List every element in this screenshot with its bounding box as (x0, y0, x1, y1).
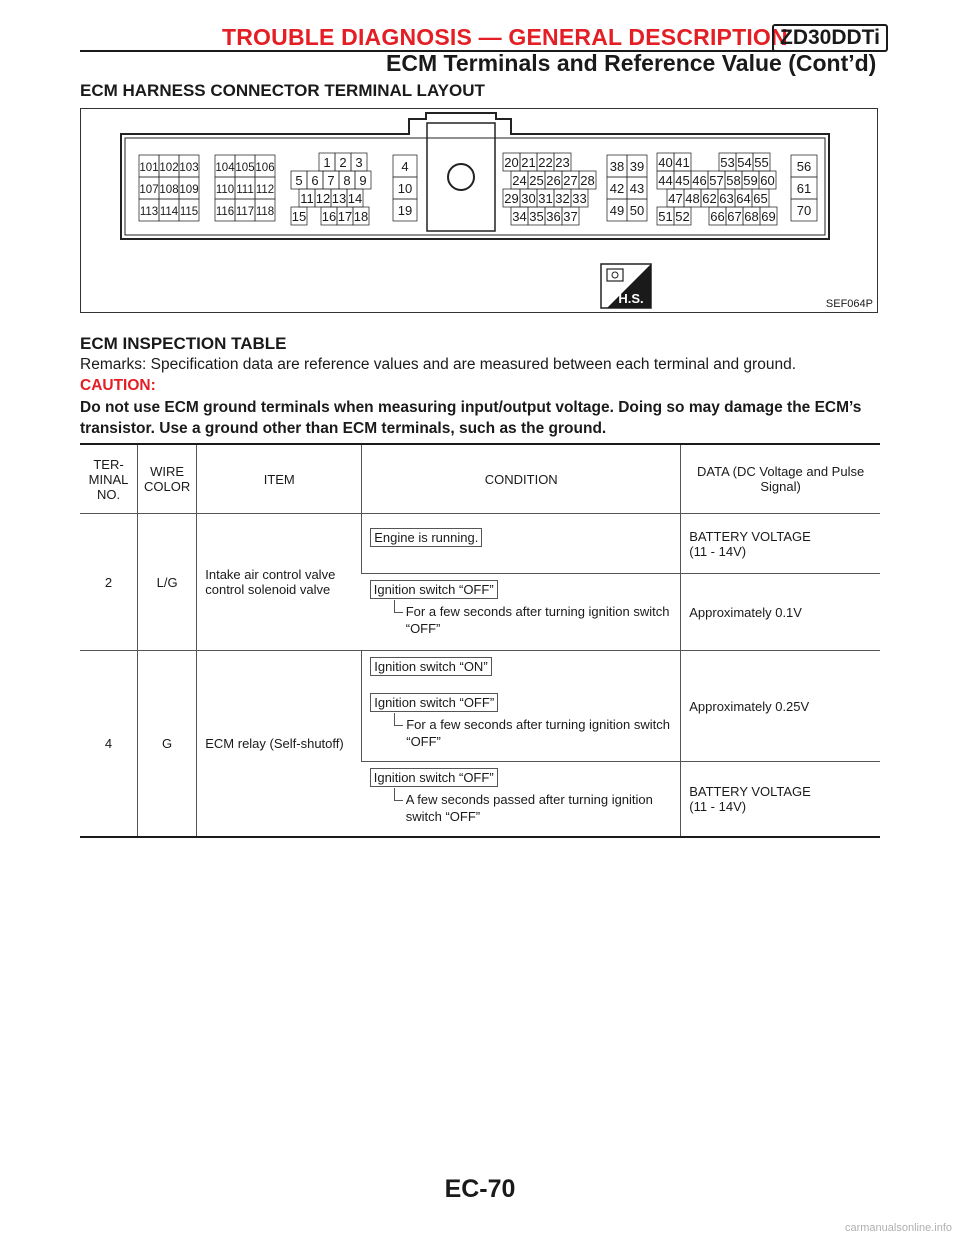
pin-label: 106 (255, 162, 275, 174)
pin-label: 60 (760, 173, 775, 188)
pin-label: 64 (736, 191, 751, 206)
pin-label: 23 (555, 155, 570, 170)
caution-text: Do not use ECM ground terminals when measuring input/output voltage. Doing so may damage the ECM’s transistor. Use a ground other than ECM terminals, such as the ground. (80, 399, 862, 437)
pin-label: 19 (397, 203, 413, 218)
pin-label: 29 (504, 191, 519, 206)
pin-label: 68 (744, 209, 759, 224)
pin-label: 51 (658, 209, 673, 224)
pin-label: 26 (546, 173, 561, 188)
pin-label: 12 (315, 191, 331, 206)
layout-heading: ECM HARNESS CONNECTOR TERMINAL LAYOUT (80, 81, 485, 100)
pin-label: 1 (323, 155, 331, 170)
condition-cell (362, 651, 681, 762)
pin-label: 22 (538, 155, 553, 170)
pin-label: 43 (629, 181, 645, 196)
condition-cell (362, 762, 681, 838)
pin-label: 47 (668, 191, 683, 206)
item: Intake air control valve control solenoid valve (197, 514, 362, 651)
pin-label: 25 (529, 173, 544, 188)
figure-code: SEF064P (825, 298, 873, 310)
pin-label: 52 (675, 209, 690, 224)
pin-label: 18 (353, 209, 369, 224)
condition-cell (362, 514, 681, 574)
model-badge: ZD30DDTi (772, 24, 888, 52)
wire-color: G (138, 651, 197, 838)
pin-label: 56 (796, 159, 812, 174)
pin-label: 27 (563, 173, 578, 188)
pin-label: 13 (331, 191, 347, 206)
watermark: carmanualsonline.info (844, 1222, 952, 1234)
pin-label: 59 (743, 173, 758, 188)
pin-label: 117 (235, 206, 255, 218)
connector-figure (80, 108, 878, 313)
pin-label: 35 (529, 209, 544, 224)
table-header-row (80, 444, 880, 514)
condition-box: Ignition switch “OFF” (370, 768, 498, 787)
pin-label: 58 (726, 173, 741, 188)
pin-label: 105 (235, 162, 255, 174)
pin-label: 7 (327, 173, 335, 188)
pin-label: 114 (159, 206, 179, 218)
pin-label: 39 (629, 159, 645, 174)
condition-box: Engine is running. (370, 528, 482, 547)
pin-label: 67 (727, 209, 742, 224)
pin-label: 30 (521, 191, 536, 206)
condition-sub: For a few seconds after turning ignition switch “OFF” (394, 716, 672, 750)
pin-label: 50 (629, 203, 645, 218)
terminal-no: 2 (80, 514, 138, 651)
condition-box: Ignition switch “OFF” (370, 580, 498, 599)
pin-label: 11 (300, 191, 314, 206)
remarks-text: Remarks: Specification data are reference values and are measured between each terminal and ground. (80, 356, 796, 373)
pin-label: 62 (702, 191, 717, 206)
pin-label: 69 (761, 209, 776, 224)
pin-label: 55 (754, 155, 769, 170)
pin-label: 21 (521, 155, 536, 170)
condition-box: Ignition switch “OFF” (370, 693, 498, 712)
pin-label: 57 (709, 173, 724, 188)
pin-label: 34 (512, 209, 527, 224)
pin-label: 24 (512, 173, 527, 188)
pin-label: 53 (720, 155, 735, 170)
pin-label: 70 (796, 203, 812, 218)
pin-label: 101 (139, 162, 159, 174)
pin-label: 108 (159, 184, 179, 196)
col-data: DATA (DC Voltage and Pulse Signal) (681, 444, 880, 514)
pin-label: 66 (710, 209, 725, 224)
section-title: TROUBLE DIAGNOSIS — GENERAL DESCRIPTION (222, 24, 788, 50)
connector-lock-frame (427, 123, 495, 231)
item: ECM relay (Self-shutoff) (197, 651, 362, 838)
pin-label: 63 (719, 191, 734, 206)
col-terminal: TER- MINAL NO. (80, 444, 138, 514)
pin-label: 107 (139, 184, 159, 196)
pin-label: 14 (347, 191, 363, 206)
pin-label: 40 (658, 155, 673, 170)
terminal-no: 4 (80, 651, 138, 838)
data-value: BATTERY VOLTAGE (11 - 14V) (681, 514, 880, 574)
wire-color: L/G (138, 514, 197, 651)
pin-label: 41 (675, 155, 690, 170)
condition-sub: For a few seconds after turning ignition switch “OFF” (394, 603, 673, 637)
pin-label: 20 (504, 155, 519, 170)
pin-label: 49 (609, 203, 625, 218)
pin-label: 54 (737, 155, 752, 170)
pin-label: 6 (311, 173, 319, 188)
pin-label: 112 (255, 184, 275, 196)
inspection-table (80, 443, 880, 838)
page-subtitle: ECM Terminals and Reference Value (Cont’d) (386, 50, 877, 76)
data-value: Approximately 0.1V (681, 574, 880, 651)
pin-label: 32 (555, 191, 570, 206)
pin-label: 116 (215, 206, 235, 218)
connector-lock-hole (448, 164, 474, 190)
pin-label: 38 (609, 159, 625, 174)
pin-label: 109 (179, 184, 199, 196)
pin-label: 115 (179, 206, 199, 218)
pin-label: 9 (359, 173, 367, 188)
pin-label: 8 (343, 173, 351, 188)
condition-box: Ignition switch “ON” (370, 657, 491, 676)
pin-label: 46 (692, 173, 707, 188)
table-row (80, 514, 880, 574)
hs-badge-label: H.S. (618, 291, 644, 306)
col-condition: CONDITION (362, 444, 681, 514)
pin-label: 33 (572, 191, 587, 206)
pin-label: 104 (215, 162, 235, 174)
pin-label: 44 (658, 173, 673, 188)
pin-label: 103 (179, 162, 199, 174)
data-value: Approximately 0.25V (681, 651, 880, 762)
pin-label: 42 (609, 181, 625, 196)
pin-label: 4 (401, 159, 409, 174)
pin-label: 113 (139, 206, 159, 218)
pin-label: 5 (295, 173, 303, 188)
data-value: BATTERY VOLTAGE (11 - 14V) (681, 762, 880, 838)
col-item: ITEM (197, 444, 362, 514)
pin-label: 3 (355, 155, 363, 170)
condition-cell (362, 574, 681, 651)
pin-label: 17 (337, 209, 353, 224)
condition-sub: A few seconds passed after turning ignition switch “OFF” (394, 791, 673, 825)
pin-label: 65 (753, 191, 768, 206)
pin-label: 118 (255, 206, 275, 218)
pin-label: 10 (397, 181, 413, 196)
pin-label: 31 (538, 191, 553, 206)
pin-label: 28 (580, 173, 595, 188)
pin-label: 2 (339, 155, 347, 170)
pin-label: 37 (563, 209, 578, 224)
connector-diagram (81, 109, 876, 311)
pin-label: 48 (685, 191, 700, 206)
pin-label: 45 (675, 173, 690, 188)
pin-label: 36 (546, 209, 561, 224)
pin-label: 102 (159, 162, 179, 174)
col-wire-color: WIRE COLOR (138, 444, 197, 514)
pin-label: 111 (236, 184, 254, 196)
table-heading: ECM INSPECTION TABLE (80, 334, 287, 353)
caution-label: CAUTION: (80, 377, 156, 394)
table-row (80, 651, 880, 762)
pin-label: 110 (215, 184, 235, 196)
hs-badge (601, 264, 651, 308)
pin-label: 61 (796, 181, 812, 196)
pin-label: 16 (321, 209, 337, 224)
pin-label: 15 (291, 209, 307, 224)
page-number: EC-70 (444, 1175, 516, 1203)
